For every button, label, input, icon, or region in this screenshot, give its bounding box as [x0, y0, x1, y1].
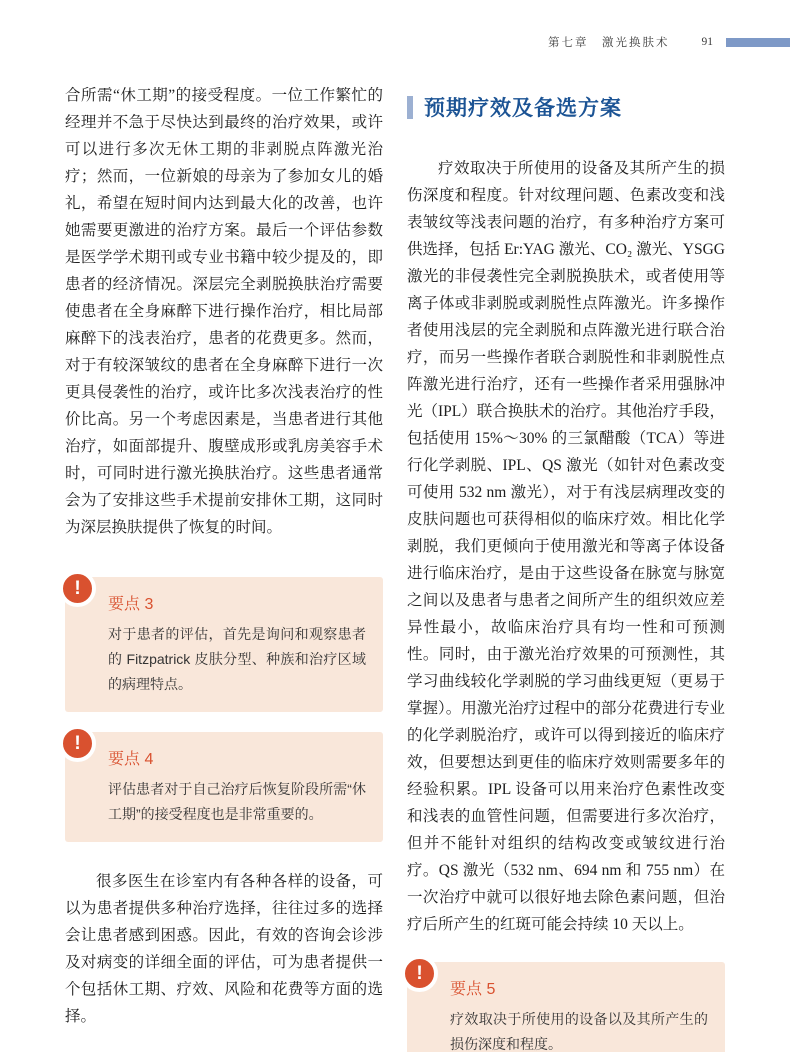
- paragraph-continuation: 合所需“休工期”的接受程度。一位工作繁忙的经理并不急于尽快达到最终的治疗效果，或许可以进行多次无休工期的非剥脱点阵激光治疗；然而，一位新娘的母亲为了参加女儿的婚礼，希望在短时间内达到最大化的改善，也许她需要更激进的治疗方案。最后一个评估参数是医学学术期刊或专业书籍中较少提及的，即患者的经济情况。深层完全剥脱换肤治疗需要使患者在全身麻醉下进行操作治疗，相比局部麻醉下的浅表治疗，患者的花费更多。然而，对于有较深皱纹的患者在全身麻醉下进行一次更具侵袭性的治疗，或许比多次浅表治疗的性价比高。另一个考虑因素是，当患者进行其他治疗，如面部提升、腹壁成形或乳房美容手术时，可同时进行激光换肤治疗。这些患者通常会为了安排这些手术提前安排休工期，这同时为深层换肤提供了恢复的时间。: [65, 87, 383, 536]
- page-header: [0, 34, 790, 50]
- exclamation-glyph: !: [74, 733, 81, 754]
- section-heading: [407, 92, 725, 122]
- keypoint-box-3: [65, 577, 383, 712]
- exclamation-icon: [59, 570, 96, 607]
- keypoint-box-4: [65, 732, 383, 842]
- section-title: 预期疗效及备选方案: [424, 96, 622, 120]
- keypoint-body: 对于患者的评估，首先是询问和观察患者的 Fitzpatrick 皮肤分型、种族和治疗区域的病理特点。: [108, 626, 366, 692]
- keypoint-body: 疗效取决于所使用的设备以及其所产生的损伤深度和程度。: [450, 1011, 708, 1052]
- header-accent-bar: [726, 38, 790, 47]
- paragraph: 很多医生在诊室内有各种各样的设备，可以为患者提供多种治疗选择，往往过多的选择会让患者感到困惑。因此，有效的咨询会诊涉及对病变的详细全面的评估，可为患者提供一个包括休工期、疗效、风险和花费等方面的选择。: [65, 873, 383, 1025]
- exclamation-icon: [59, 725, 96, 762]
- right-column: [407, 82, 725, 1052]
- exclamation-icon: [401, 955, 438, 992]
- paragraph: 疗效取决于所使用的设备及其所产生的损伤深度和程度。针对纹理问题、色素改变和浅表皱纹等浅表问题的治疗，有多种治疗方案可供选择，包括 Er:YAG 激光、CO₂ 激光、YSGG 激光的非侵袭性完全剥脱换肤术，或者使用等离子体或非剥脱或剥脱性点阵激光。许多操作者使用浅层的完全剥脱和点阵激光进行联合治疗，而另一些操作者联合剥脱性和非剥脱性点阵激光进行治疗，还有一些操作者采用强脉冲光（IPL）联合换肤术的治疗。其他治疗手段，包括使用 15%～30% 的三氯醋酸（TCA）等进行化学剥脱、IPL、QS 激光（如针对色素改变可使用 532 nm 激光），对于有浅层病理改变的皮肤问题也可获得相似的临床疗效。相比化学剥脱，我们更倾向于使用激光和等离子体设备进行临床治疗，是由于这些设备在脉宽与脉宽之间以及患者与患者之间所产生的组织效应差异性最小，故临床治疗具有均一性和可预测性。同时，由于激光治疗效果的可预测性，其学习曲线较化学剥脱的学习曲线更短（更易于掌握）。用激光治疗过程中的部分花费进行专业的化学剥脱治疗，或许可以得到接近的临床疗效，但要想达到更佳的临床疗效则需要多年的经验积累。IPL 设备可以用来治疗色素性改变和浅表的血管性问题，但需要进行多次治疗，但并不能针对组织的结构改变或皱纹进行治疗。QS 激光（532 nm、694 nm 和 755 nm）在一次治疗中就可以很好地去除色素问题，但治疗后所产生的红斑可能会持续 10 天以上。: [407, 160, 725, 933]
- keypoint-title: 要点 4: [108, 751, 154, 768]
- exclamation-glyph: !: [74, 578, 81, 599]
- running-head-chapter: 第七章 激光换肤术: [548, 37, 670, 49]
- exclamation-glyph: !: [416, 963, 423, 984]
- keypoint-title: 要点 3: [108, 596, 154, 613]
- two-column-layout: [65, 82, 725, 1052]
- keypoint-box-5: [407, 962, 725, 1052]
- heading-accent-bar: [407, 96, 413, 119]
- page-number: 91: [701, 36, 713, 48]
- keypoint-body: 评估患者对于自己治疗后恢复阶段所需“休工期”的接受程度也是非常重要的。: [108, 781, 366, 822]
- left-column: [65, 82, 383, 1052]
- keypoint-title: 要点 5: [450, 981, 496, 998]
